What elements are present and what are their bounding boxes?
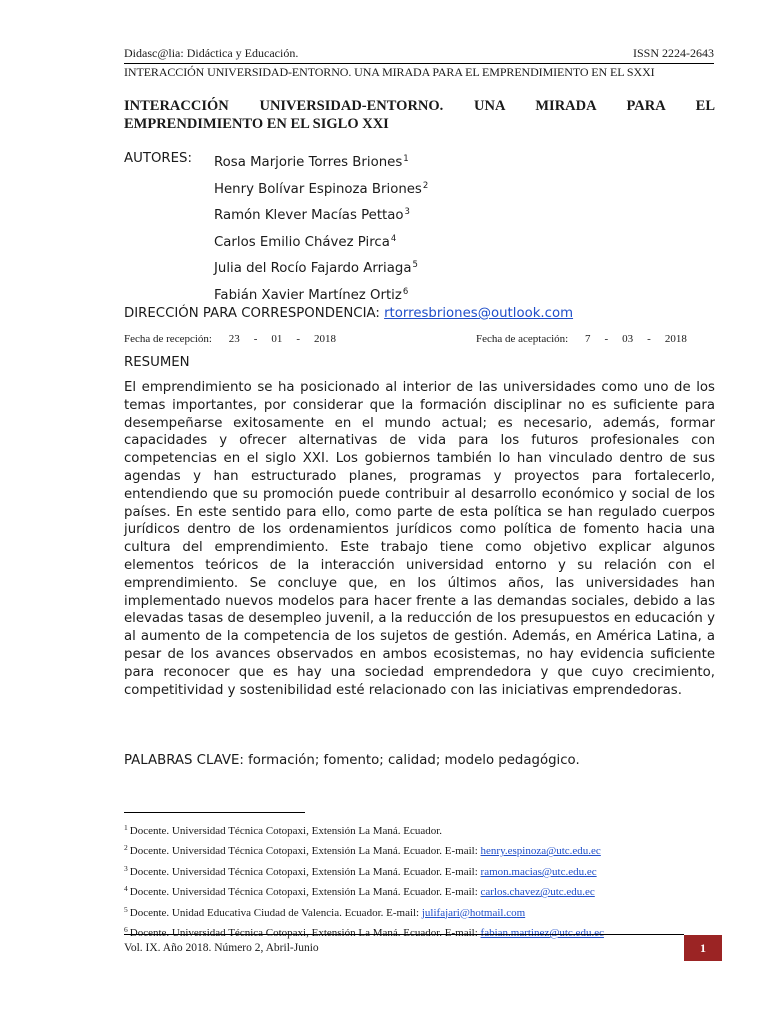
footnote-email-link[interactable]: ramon.macias@utc.edu.ec [480,865,597,878]
authors-label: AUTORES: [124,151,192,166]
author-name: Rosa Marjorie Torres Briones$^1$ [214,154,409,170]
footer-rule [124,934,684,935]
received-month: 01 [271,333,283,345]
footnote-email-link[interactable]: henry.espinoza@utc.edu.ec [480,845,601,858]
accepted-date: Fecha de aceptación: 7 - 03 - 2018 [476,333,687,345]
footnote: $^5$ Docente. Unidad Educativa Ciudad de Valencia. Ecuador. E-mail: julifajari@hotmail.com [124,904,526,919]
received-date: Fecha de recepción: 23 - 01 - 2018 [124,333,337,345]
author-row [124,148,724,175]
correspondence-email-link[interactable]: rtorresbriones@outlook.com [384,306,574,321]
correspondence-label: DIRECCIÓN PARA CORRESPONDENCIA: [124,306,380,321]
footnote-email-link[interactable]: julifajari@hotmail.com [421,906,526,919]
accepted-label: Fecha de aceptación: [476,333,569,345]
received-label: Fecha de recepción: [124,333,212,345]
received-day: 23 [228,333,240,345]
resumen-heading: RESUMEN [124,355,190,370]
author-name: Fabián Xavier Martínez Ortiz$^6$ [214,286,409,303]
footnote: $^4$ Docente. Universidad Técnica Cotopaxi, Extensión La Maná. Ecuador. E-mail: carlos.chavez@utc.edu.ec [124,884,595,899]
accepted-day: 7 [584,333,591,345]
accepted-month: 03 [622,333,634,345]
author-name: Julia del Rocío Fajardo Arriaga$^5$ [214,260,418,277]
author-name: Carlos Emilio Chávez Pirca$^4$ [214,233,397,250]
footnote-separator [124,812,305,813]
footnotes [124,820,724,942]
article-title: INTERACCIÓN UNIVERSIDAD-ENTORNO. UNA MIRADA PARA EL EMPRENDIMIENTO EN EL SIGLO XXI [124,98,715,132]
page-header [124,46,714,80]
journal-name: Didasc@lia: Didáctica y Educación. [124,46,299,60]
accepted-year: 2018 [664,333,687,345]
author-row [124,175,724,202]
page-number-badge: 1 [684,935,722,961]
footnote-email-link[interactable]: carlos.chavez@utc.edu.ec [480,886,595,899]
issn: ISSN 2224-2643 [632,46,714,60]
header-rule [124,63,714,64]
issue-info: Vol. IX. Año 2018. Número 2, Abril-Junio [124,942,319,954]
author-row [124,228,724,255]
author-name: Henry Bolívar Espinoza Briones$^2$ [214,180,429,197]
header-top-row [124,46,714,60]
running-title: INTERACCIÓN UNIVERSIDAD-ENTORNO. UNA MIRADA PARA EL EMPRENDIMIENTO EN EL SXXI [124,65,655,79]
keywords-line: PALABRAS CLAVE: formación; fomento; calidad; modelo pedagógico. [124,753,580,768]
correspondence-line [124,304,573,324]
received-year: 2018 [314,333,337,345]
footnote: $^6$ Docente. Universidad Técnica Cotopaxi, Extensión La Maná. Ecuador. E-mail: fabian.martinez@utc.edu.ec [124,924,604,939]
footnote: $^2$ Docente. Universidad Técnica Cotopaxi, Extensión La Maná. Ecuador. E-mail: henry.espinoza@utc.edu.ec [124,843,601,858]
author-name: Ramón Klever Macías Pettao$^3$ [214,207,410,224]
page-footer [124,934,722,962]
author-row [124,254,724,281]
footnote-email-link[interactable]: fabian.martinez@utc.edu.ec [480,926,604,939]
footnote: $^1$ Docente. Universidad Técnica Cotopaxi, Extensión La Maná. Ecuador. [124,823,443,837]
footnote: $^3$ Docente. Universidad Técnica Cotopaxi, Extensión La Maná. Ecuador. E-mail: ramon.macias@utc.edu.ec [124,863,597,878]
abstract-text: El emprendimiento se ha posicionado al interior de las universidades como uno de los temas importantes, por considerar que la formación disciplinar no es suficiente para desempeñarse exitosamente en el mundo actual; es necesario, además, formar capacidades y ofrecer alternativas de vida para los futuros profesionales con competencias en el siglo XXI. Los gobiernos también lo han vinculado dentro de sus agendas y han estructurado planes, programas y proyectos para fortalecerlo, entendiendo que su promoción puede contribuir al desarrollo económico y social de los países. En este sentido para ello, como parte de esta política se han regulado cuerpos jurídicos dentro de los ordenamientos jurídicos como política de fomento hacia una cultura del emprendimiento. Este trabajo tiene como objetivo explicar algunos elementos teóricos de la interacción universidad entorno y su relación con el emprendimiento. Se concluye que, en los últimos años, las universidades han implementado nuevos modelos para hacer frente a las demandas sociales, debido a las elevadas tasas de desempleo juvenil, a la reducción de los presupuestos en educación y al aumento de la competencia de los sujetos de gestión. Además, en América Latina, a pesar de los avances observados en ambos ecosistemas, no hay evidencia suficiente para reconocer que es hay una sociedad emprendedora y que cuyo crecimiento, competitividad y sostenibilidad esté relacionado con las iniciativas emprendedoras. [124,380,715,698]
author-row [124,201,724,228]
authors-block [124,148,724,308]
